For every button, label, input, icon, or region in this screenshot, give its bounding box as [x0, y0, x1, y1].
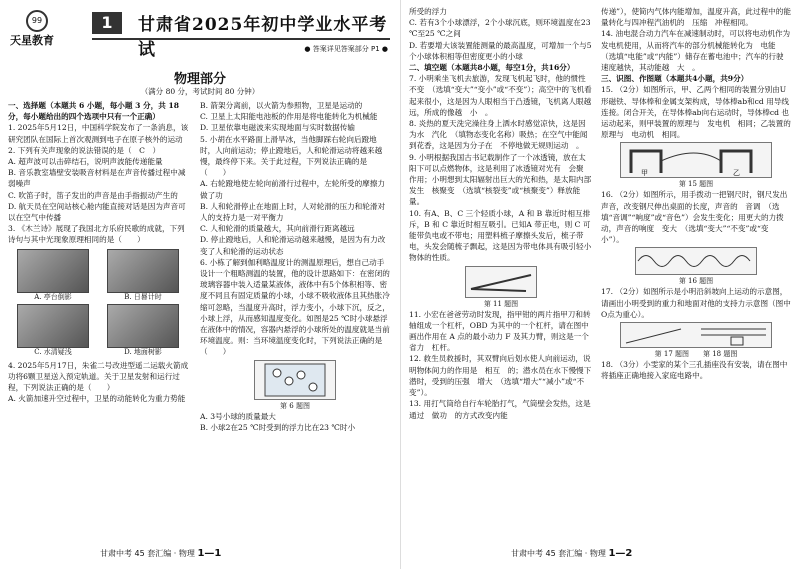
- option-text: C. 若有3个小球漂浮，2个小球沉底，则环境温度在23 ℃至25 ℃之间: [409, 18, 591, 39]
- water-image: [17, 304, 89, 348]
- page-header: [8, 6, 392, 62]
- image-caption: C. 水清疑浅: [34, 347, 72, 356]
- section-heading: 二、填空题（本题共8小题，每空1分，共16分）: [409, 63, 575, 73]
- question-text: 传递”），使简内气体内能增加，温度升高，此过程中的能量转化与四冲程汽油机的 压缩 冲程相同。: [601, 7, 791, 28]
- question-text: 12. 救生员救援时，其双臂向后划水使人向前运动，说明物体间力的作用是 相互 的；潜水员在水下慢慢下潜时，受到的压强 增大 （选填“增大”“减小”或“不变”）。: [409, 354, 592, 398]
- option-text: C. 人和轮滑的质量越大，其向前滑行距离越远: [200, 224, 355, 234]
- question-text: 2. 下列有关声现象的说法错误的是（ C ）: [8, 145, 161, 155]
- question-text: 15. （2分）如图所示，甲、乙两个相同的装置分别由U形磁铁、导体棒和金属支架构成，导体棒ab和cd 用导线连接。闭合开关，在导体棒ab向右运动时，导体棒cd 也运动起来，则甲装置的原理与 发电机 相同；乙装置的原理与 电动机 相同。: [601, 85, 791, 140]
- figure-caption: 第 6 题图: [280, 401, 310, 410]
- pavilion-image: [17, 249, 89, 293]
- figure-caption: [601, 350, 791, 359]
- sundial-image: [107, 249, 179, 293]
- image-option: [13, 304, 93, 357]
- section-heading: 三、识图、作图题（本题共4小题，共9分）: [601, 74, 749, 84]
- question-text: 一、选择题（本题共 6 小题，每小题 3 分，共 18 分，每小题给出的四个选项中只有一个正确）: [8, 101, 180, 122]
- figure-label-a: 甲: [641, 169, 648, 178]
- image-option: [103, 304, 183, 357]
- paper-number-badge: 1: [92, 12, 122, 34]
- question-text: 1. 2025年5月12日，中国科学院发布了一条消息，该研究团队在国际上首次观测到电子在原子核外的运动: [8, 123, 189, 144]
- option-text: B. 箭架分离前，以火箭为参照物，卫星是运动的: [200, 101, 363, 110]
- figure-caption: 第 16 题图: [678, 277, 714, 286]
- figure-caption: 第 17 题图: [654, 350, 689, 359]
- option-text: A. 火箭加速升空过程中，卫星的动能转化为重力势能: [8, 394, 186, 404]
- question-text: 5. 小胡在水平路面上滑旱冰，当他脚踩右轮向后蹬地时，人向前运动；停止蹬地后，人和轮滑运动将越来越慢，最终停下来。关于此过程，下列说法正确的是（ ）: [200, 134, 383, 178]
- section-title: 物理部分: [173, 72, 226, 87]
- question-text: 9. 小明根据我国古书记载制作了一个冰透镜，放在太阳下可以点燃物体，这是利用了冰透镜对光有 会聚 作用；小明想到太阳辐射出巨大的光和热，是太阳内部发生 核聚变 （选填“核裂变”或“核聚变”）释放能量。: [409, 152, 592, 207]
- option-text: A. 3号小球的质量最大: [200, 411, 276, 421]
- question-text: 6. 小栋了解到伽利略温度计的测温原理后，想自己动手设计一个粗略测温的装置，他的设计思路如下：在密闭的玻璃容器中装入适量某液体，液体中有5个体积相等、密度不同且有固定质量的小球，小球不吸收液体且其热胀冷缩可忽略，当温度升高时，浮力变小，小球下沉，反之，小球上浮，从而感知温度变化。如图是25 ℃时小球悬浮在液体中的情况，容器内悬浮的小球所处的温度就是当前环境温度。则：当环境温度变化时，下列说法正确的是（ ）: [200, 257, 390, 357]
- column-3: [409, 6, 597, 421]
- column-2: [200, 100, 390, 433]
- page-number: 1—1: [197, 548, 222, 559]
- question-text: 3. 《木兰诗》展现了我国北方乐府民歌的成就，下列诗句与其中光现象原理相同的是（ ）: [8, 224, 185, 245]
- question-text: 17. （2分）如图所示是小明沿斜坡向上运动的示意图，请画出小明受到的重力和地面对他的支持力示意图（图中O点为重心）。: [601, 287, 791, 319]
- answer-note: ● 答案详见答案部分 P1 ●: [304, 45, 388, 53]
- figure-caption: 第 11 题图: [483, 299, 519, 308]
- column-4: [601, 6, 791, 381]
- option-text: C. 卫星上太阳能电池板的作用是将电能转化为机械能: [200, 112, 378, 122]
- section-subtitle: （满分 80 分，考试时间 80 分钟）: [140, 87, 260, 96]
- nail-clipper-diagram: [466, 267, 536, 297]
- thermometer-figure: [254, 360, 336, 400]
- header-divider: [92, 38, 390, 40]
- logo-icon: 99: [26, 10, 48, 32]
- option-text: A. 超声波可以击碎结石，说明声波能传递能量: [8, 157, 163, 167]
- publisher-logo: [10, 10, 62, 56]
- question-text: 8. 炎热的夏天洗完澡往身上洒水时感觉凉快，这是因为水 汽化 （填物态变化名称）吸热；在空气中能闻到花香，这是因为分子在 不停地做无规则运动 。: [409, 119, 588, 151]
- option-text: B. 人和轮滑停止在地面上时，人对轮滑的压力和轮滑对人的支持力是一对平衡力: [200, 201, 386, 223]
- option-text: A. 右轮蹬地使左轮向前滑行过程中，左轮所受的摩擦力做了功: [200, 179, 385, 200]
- option-text: 所受的浮力: [409, 7, 447, 16]
- image-option: [13, 249, 93, 302]
- figure-caption: 第 15 题图: [678, 180, 714, 189]
- slope-circuit-diagram: [621, 323, 771, 347]
- option-text: B. 音乐教室墙壁安装吸音材料是在声音传播过程中减弱噪声: [8, 168, 186, 189]
- footer-right: [511, 548, 632, 559]
- logo-text: 天星教育: [10, 34, 54, 47]
- question-text: 16. （2分）如图所示，用手拨动一把钢尺时，钢尺发出声音，改变钢尺伸出桌面的长度，声音的 音调 （选填“音调”“响度”或“音色”）会发生变化；用更大的力拨动，声音的响度 变大 （选填“变大”“不变”或“变小”）。: [601, 190, 788, 245]
- option-text: D. 卫星依靠电磁波来实现地面与实时数据传输: [200, 123, 355, 133]
- question-text: 14. 油电混合动力汽车在减速制动时，可以将电动机作为发电机使用，从而将汽车的部分机械能转化为 电能 （选填“电能”或“内能”）储存在蓄电池中；汽车的行驶速度越快，其动能越 大 。: [601, 29, 791, 73]
- footer-text: 甘肃中考 45 套汇编 · 物理: [100, 549, 195, 558]
- option-text: D. 停止蹬地后，人和轮滑运动越来越慢，是因为有力改变了人和轮滑的运动状态: [200, 235, 386, 256]
- image-caption: A. 亭台倒影: [34, 292, 72, 301]
- image-caption: D. 地面树影: [124, 347, 162, 356]
- question-text: 13. 用打气筒给自行车轮胎打气，气筒壁会发热，这是通过 做功 的方式改变内能: [409, 399, 591, 420]
- waveform-diagram: [636, 248, 756, 274]
- question-text: 7. 小明乘坐飞机去旅游，发现飞机起飞时，他的惯性 不变 （选填“变大”“变小”或“不变”）；高空中的飞机看起来很小，这是因为人眼相当于凸透镜，飞机离人眼越远，所成的像越 小 。: [409, 74, 594, 117]
- magnet-figure: [620, 142, 772, 178]
- figure-caption: 第 18 题图: [703, 350, 738, 359]
- footer-text: 甘肃中考 45 套汇编 · 物理: [511, 549, 606, 558]
- image-option: [103, 249, 183, 302]
- image-caption: B. 日晷计时: [124, 292, 162, 301]
- question-text: 4. 2025年5月17日，朱雀二号改进型遥二运载火箭成功将6颗卫星送入预定轨道。关于卫星发射和运行过程，下列说法正确的是（ ）: [8, 360, 189, 393]
- option-text: D. 航天员在空间站核心舱内能直接对话是因为声音可以在空气中传播: [8, 201, 186, 223]
- nail-clipper-figure: [465, 266, 537, 298]
- image-options: [8, 248, 188, 358]
- right-page: [400, 0, 800, 569]
- option-text: B. 小球2在25 ℃时受到的浮力比在23 ℃时小: [200, 422, 356, 432]
- question-text: 10. 有A、B、C 三个轻质小球，A 和 B 靠近时相互排斥，B 和 C 靠近时相互吸引。已知A 带正电，则 C 可能带负电或不带电；用塑料梳子摩擦头发后，梳子带电，头发会随梳子飘起，这是因为带电体具有吸引轻小物体的性质。: [409, 208, 592, 263]
- waveform-figure: [635, 247, 757, 275]
- option-text: C. 吹笛子时，笛子发出的声音是由手指振动产生的: [8, 190, 178, 200]
- footer-left: [100, 548, 221, 559]
- thermometer-diagram: [255, 361, 335, 399]
- page-number: 1—2: [608, 548, 633, 559]
- option-text: D. 若要增大该装置能测量的最高温度，可增加一个与5个小球体积相等但密度更小的小球: [409, 40, 592, 61]
- column-1: [8, 100, 192, 404]
- slope-circuit-figure: [620, 322, 772, 348]
- figure-label-b: 乙: [733, 169, 740, 178]
- question-text: 18. （3分）小雯家的某个三孔插座没有安装，请在图中将插座正确地接入家庭电路中。: [601, 360, 788, 381]
- question-text: 11. 小宏在爸爸劳动时发现，指甲钳的两片指甲刀和转轴组成一个杠杆，OBD 为其中的一个杠杆，请在图中画出作用在 A 点的最小动力 F 及其力臂，则这是一个 省力 杠杆。: [409, 309, 597, 353]
- tree-shadow-image: [107, 304, 179, 348]
- magnet-diagram: [621, 143, 771, 177]
- exam-title: 甘肃省2025年初中学业水平考试: [138, 15, 388, 60]
